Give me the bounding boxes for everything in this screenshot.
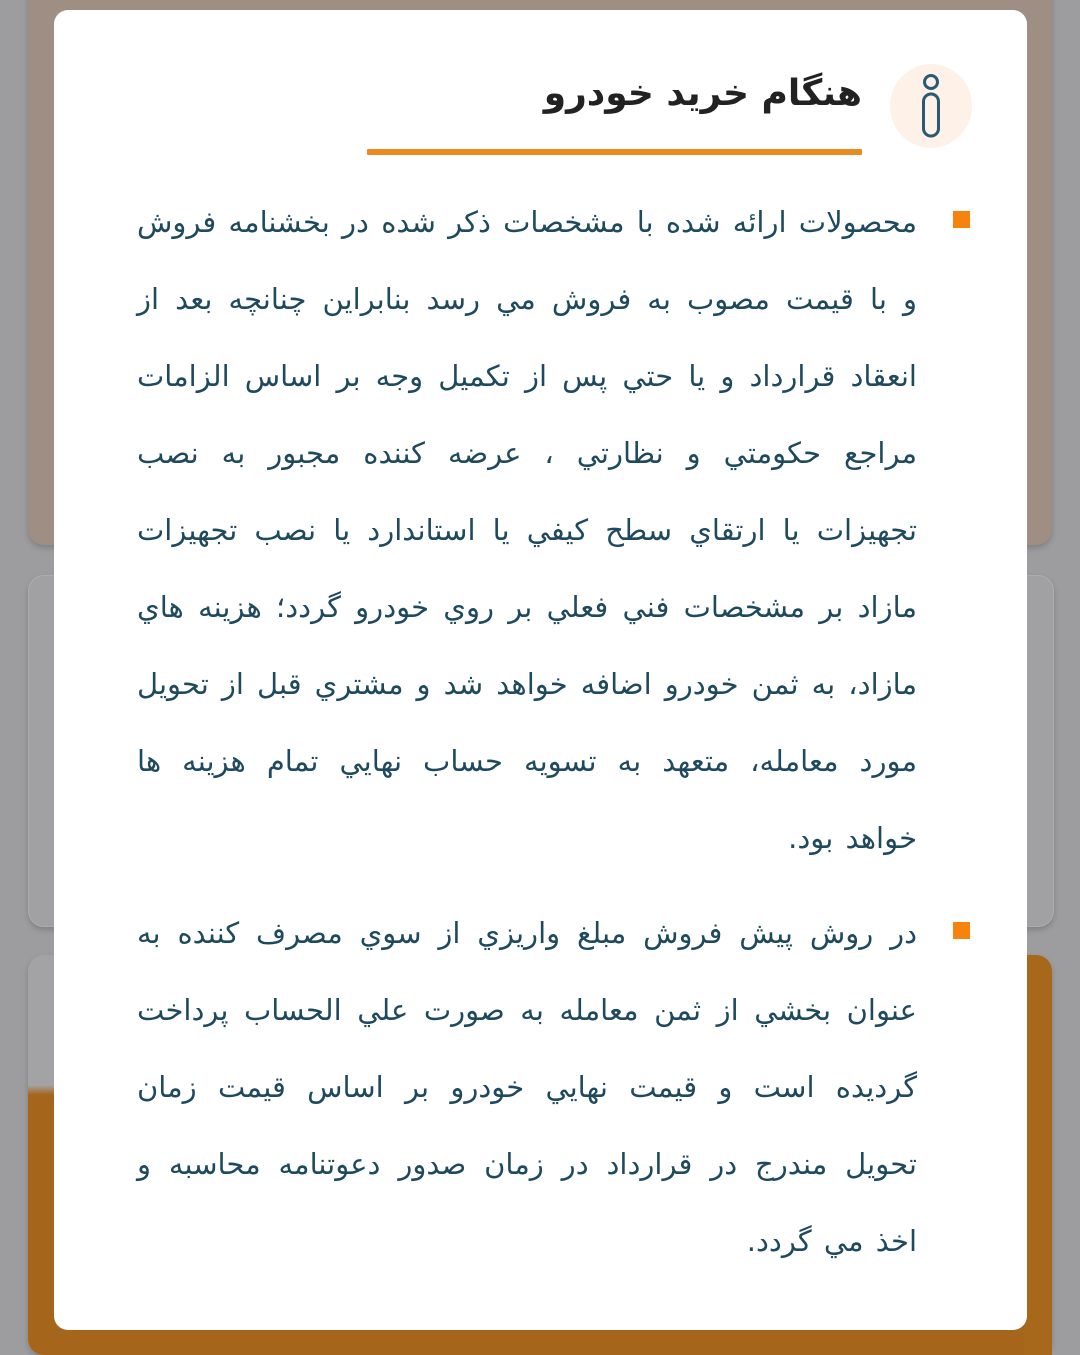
list-item-text: در روش پيش فروش مبلغ واريزي از سوي مصرف کننده به عنوان بخشي از ثمن معامله به صورت علي الحساب پرداخت گرديده است و قيمت نهايي خودرو بر اساس قيمت زمان تحويل مندرج در قرارداد در زمان صدور دعوتنامه محاسبه و اخذ مي گردد. xyxy=(137,916,917,1258)
list-item-text: محصولات ارائه شده با مشخصات ذکر شده در بخشنامه فروش و با قیمت مصوب به فروش مي رسد بنابراين چنانچه بعد از انعقاد قرارداد و يا حتي پس از تکميل وجه بر اساس الزامات مراجع حکومتي و نظارتي ، عرضه کننده مجبور به نصب تجهيزات يا ارتقاي سطح کيفي يا استاندارد يا نصب تجهيزات مازاد بر مشخصات فني فعلي بر روي خودرو گردد؛ هزينه هاي مازاد، به ثمن خودرو اضافه خواهد شد و مشتري قبل از تحويل مورد معامله، متعهد به تسويه حساب نهايي تمام هزينه ها خواهد بود. xyxy=(137,205,917,855)
modal-content xyxy=(137,184,970,1298)
modal-title: هنگام خرید خودرو xyxy=(543,73,862,114)
square-bullet-icon xyxy=(953,922,970,939)
background-card-banner xyxy=(1024,955,1052,1355)
square-bullet-icon xyxy=(953,211,970,228)
bullet-list xyxy=(137,184,970,1280)
info-icon-badge xyxy=(890,64,972,148)
info-icon xyxy=(916,73,946,139)
title-divider xyxy=(367,149,862,155)
info-modal xyxy=(54,10,1027,1330)
list-item xyxy=(137,184,970,877)
list-item xyxy=(137,895,970,1280)
